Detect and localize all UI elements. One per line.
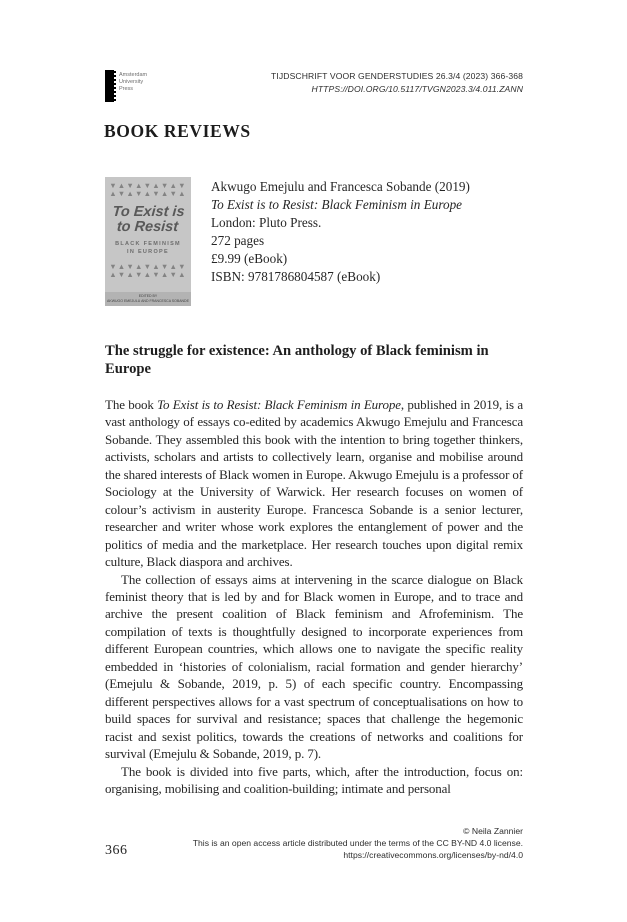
paragraph-1-rest: , published in 2019, is a vast anthology of essays co-edited by academics Akwugo Emejulu and Francesca Sobande. They assembled this book with the intention to bring together thinkers, activists, scholars and artists to collectively learn, organise and mobilise around the shared interests of Black women in Europe. Akwugo Emejulu is a professor of Sociology at the University of Warwick. Her research focuses on women of colour’s activism in austerity Europe. Francesca Sobande is a senior lecturer, researcher and writer whose work explores the entanglement of power and the politics of media and the marketplace. Her research touches upon digital remix culture, Black diaspora and archives. [105,397,523,570]
cover-editors-line: AKWUGO EMEJULU AND FRANCESCA SOBANDE [107,298,189,303]
paragraph-1 [105,396,523,571]
license-url: https://creativecommons.org/licenses/by-nd/4.0 [343,850,523,860]
cover-pattern-row: ▼▲▼▲▼▲▼▲▼ [109,182,187,190]
journal-citation-line: TIJDSCHRIFT VOOR GENDERSTUDIES 26.3/4 (2023) 366-368 [271,71,523,81]
cover-pattern-row: ▼▲▼▲▼▲▼▲▼ [109,263,187,271]
journal-info [271,70,523,95]
amsterdam-university-press-logo-icon [105,70,114,102]
cover-title [111,205,185,235]
cover-subtitle-line: IN EUROPE [127,248,169,255]
cover-subtitle-line: BLACK FEMINISM [115,241,181,247]
book-block [105,177,470,306]
publisher-logo-text [119,70,147,93]
paragraph-3: The book is divided into five parts, which, after the introduction, focus on: organising, mobilising and coalition-building; intimate and personal [105,763,523,796]
citation-price: £9.99 (eBook) [211,251,288,267]
section-title: BOOK REVIEWS [104,121,251,141]
cover-editors-line: EDITED BY [138,294,158,298]
citation-publisher: London: Pluto Press. [211,215,322,231]
page-header [105,70,523,102]
license-line: This is an open access article distributed under the terms of the CC BY-ND 4.0 license. [192,838,523,848]
page-number: 366 [105,843,128,858]
citation-authors: Akwugo Emejulu and Francesca Sobande (2019) [211,179,470,194]
doi-line: HTTPS://DOI.ORG/10.5117/TVGN2023.3/4.011.ZANN [311,83,523,94]
review-heading: The struggle for existence: An anthology of Black feminism in Europe [105,343,489,377]
logo-text-line: Amsterdam [119,72,148,78]
citation-isbn: ISBN: 9781786804587 (eBook) [211,269,381,285]
paragraph-1-book-title: To Exist is to Resist: Black Feminism in Europe [157,397,401,412]
cover-title-line: to Resist [116,219,179,235]
logo-text-line: Press [119,86,134,92]
book-cover-image [105,177,191,306]
citation-pages: 272 pages [211,233,265,249]
paragraph-2: The collection of essays aims at intervening in the scarce dialogue on Black feminist theory that is led by and for Black women in Europe, and to trace and archive the present coalition of Black feminism and Afrofeminism. The compilation of texts is thoughtfully designed to incorporate experiences from different European countries, which allows one to navigate the specific reality embedded in ‘histories of colonialism, racial formation and gender hierarchy’ (Emejulu & Sobande, 2019, p. 5) of each specific country. Encompassing different perspectives allows for a vast spectrum of conceptualisations on how to build spaces for survival and resistance; spaces that challenge the hegemonic racist and sexist politics, towards the creations of networks and coalitions for survival (Emejulu & Sobande, 2019, p. 7). [105,571,523,762]
review-body [105,396,523,797]
publisher-logo [105,70,147,102]
cover-subtitle [115,241,181,256]
cover-title-line: To Exist is [112,204,186,220]
citation-book-title: To Exist is to Resist: Black Feminism in Europe [211,197,463,213]
logo-text-line: University [119,79,144,85]
page-footer [105,825,523,861]
paragraph-1-prefix: The book [105,397,158,412]
copyright-line: © Neila Zannier [463,826,523,836]
cover-editors-band [105,292,191,306]
cover-pattern-row: ▲▼▲▼▲▼▲▼▲ [109,271,187,279]
book-citation [211,177,470,306]
cover-pattern-row: ▲▼▲▼▲▼▲▼▲ [109,190,187,198]
